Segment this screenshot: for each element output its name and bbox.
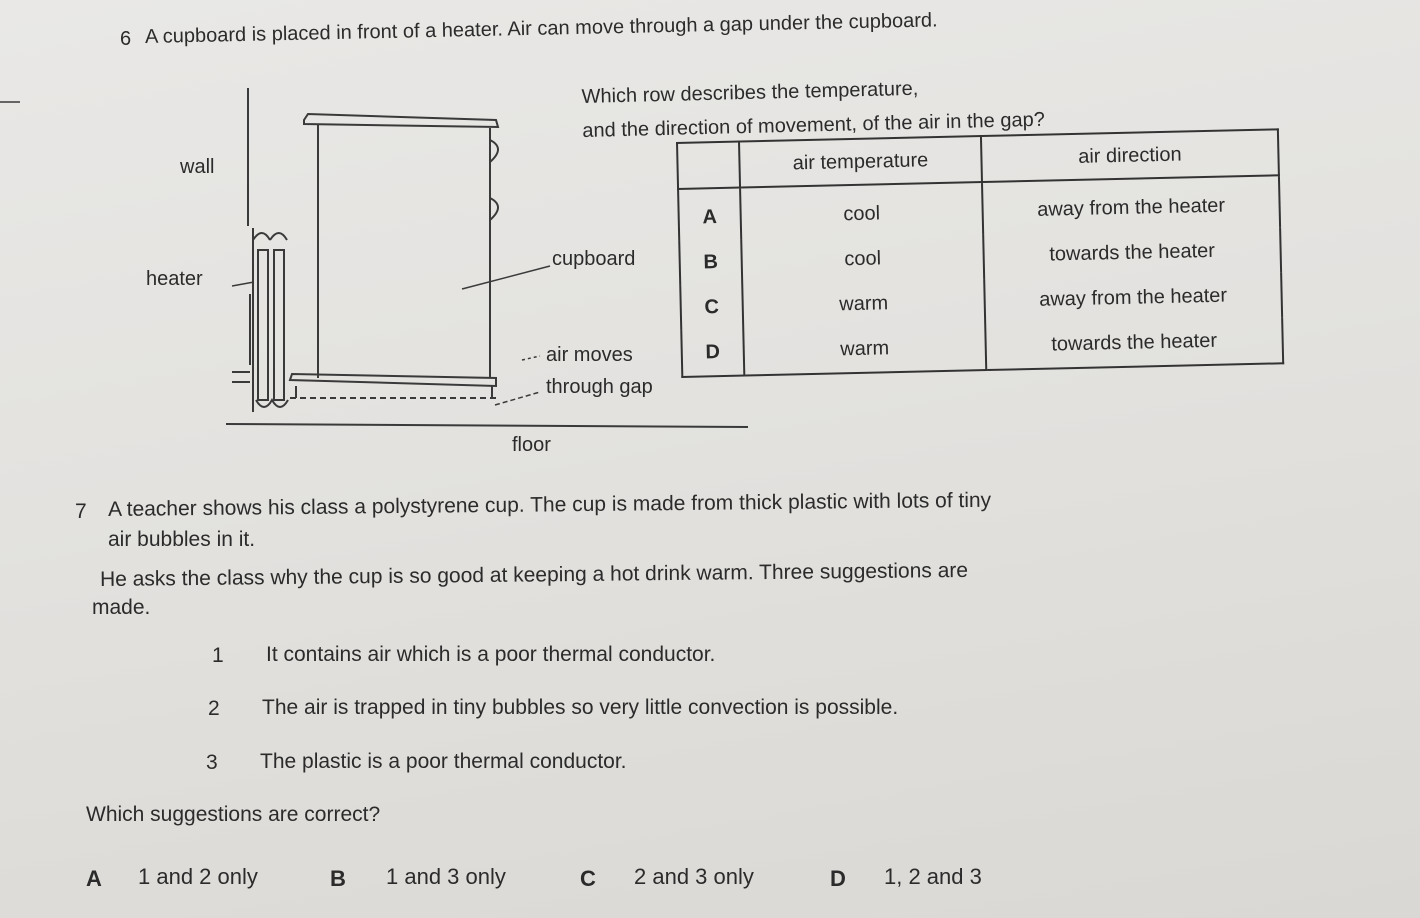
label-floor: floor xyxy=(512,434,551,456)
question-6-number: 6 xyxy=(120,28,132,50)
option-b-text: 1 and 3 only xyxy=(386,864,506,889)
prompt-line-1: Which row describes the temperature, xyxy=(581,77,919,109)
row-direction: away from the heater xyxy=(984,272,1282,324)
row-temperature: cool xyxy=(740,182,983,239)
row-direction: towards the heater xyxy=(985,317,1283,370)
suggestion-1-text: It contains air which is a poor thermal conductor. xyxy=(266,643,716,666)
answer-table xyxy=(676,128,1284,378)
label-cupboard: cupboard xyxy=(552,248,636,270)
label-air-moves: air moves xyxy=(546,344,633,366)
row-key: D xyxy=(681,330,744,377)
row-key: C xyxy=(680,285,743,331)
row-key: A xyxy=(678,188,741,241)
option-d-text: 1, 2 and 3 xyxy=(884,864,982,889)
floor-line xyxy=(226,424,748,427)
table-header-key xyxy=(677,142,740,189)
prompt-line-2: and the direction of movement, of the air in the gap? xyxy=(582,108,1046,142)
option-c-text: 2 and 3 only xyxy=(634,864,754,889)
suggestion-3-number: 3 xyxy=(206,751,218,774)
label-heater: heater xyxy=(146,268,203,290)
option-a-key: A xyxy=(86,866,102,891)
row-temperature: warm xyxy=(742,279,985,329)
row-key: B xyxy=(679,240,742,286)
row-temperature: cool xyxy=(741,234,984,284)
question-7-para2-line1: He asks the class why the cup is so good at keeping a hot drink warm. Three suggestions are xyxy=(99,558,969,591)
cupboard-shape xyxy=(290,114,498,398)
label-wall: wall xyxy=(180,156,215,178)
question-7-para2-line2: made. xyxy=(92,596,151,619)
table-header-direction: air direction xyxy=(981,129,1279,182)
question-6-stem: A cupboard is placed in front of a heater. Air can move through a gap under the cupboard. xyxy=(144,9,938,48)
option-d-key: D xyxy=(830,866,846,891)
question-7-number: 7 xyxy=(75,500,87,523)
row-temperature: warm xyxy=(743,324,986,375)
suggestion-1-number: 1 xyxy=(212,644,224,667)
question-7-prompt: Which suggestions are correct? xyxy=(86,803,381,826)
option-c-key: C xyxy=(580,866,596,891)
row-direction: away from the heater xyxy=(982,175,1280,234)
option-b-key: B xyxy=(330,866,346,891)
table-header-temperature: air temperature xyxy=(739,136,982,187)
option-a-text: 1 and 2 only xyxy=(138,864,258,889)
question-7-para1-line2: air bubbles in it. xyxy=(108,528,256,551)
suggestion-2-text: The air is trapped in tiny bubbles so very little convection is possible. xyxy=(262,696,899,719)
heater-shape xyxy=(232,228,288,412)
suggestion-3-text: The plastic is a poor thermal conductor. xyxy=(260,750,627,773)
label-through-gap: through gap xyxy=(546,376,653,398)
row-direction: towards the heater xyxy=(983,227,1281,279)
question-7-para1-line1: A teacher shows his class a polystyrene cup. The cup is made from thick plastic with lots of tiny xyxy=(107,488,992,521)
suggestion-2-number: 2 xyxy=(208,697,220,720)
